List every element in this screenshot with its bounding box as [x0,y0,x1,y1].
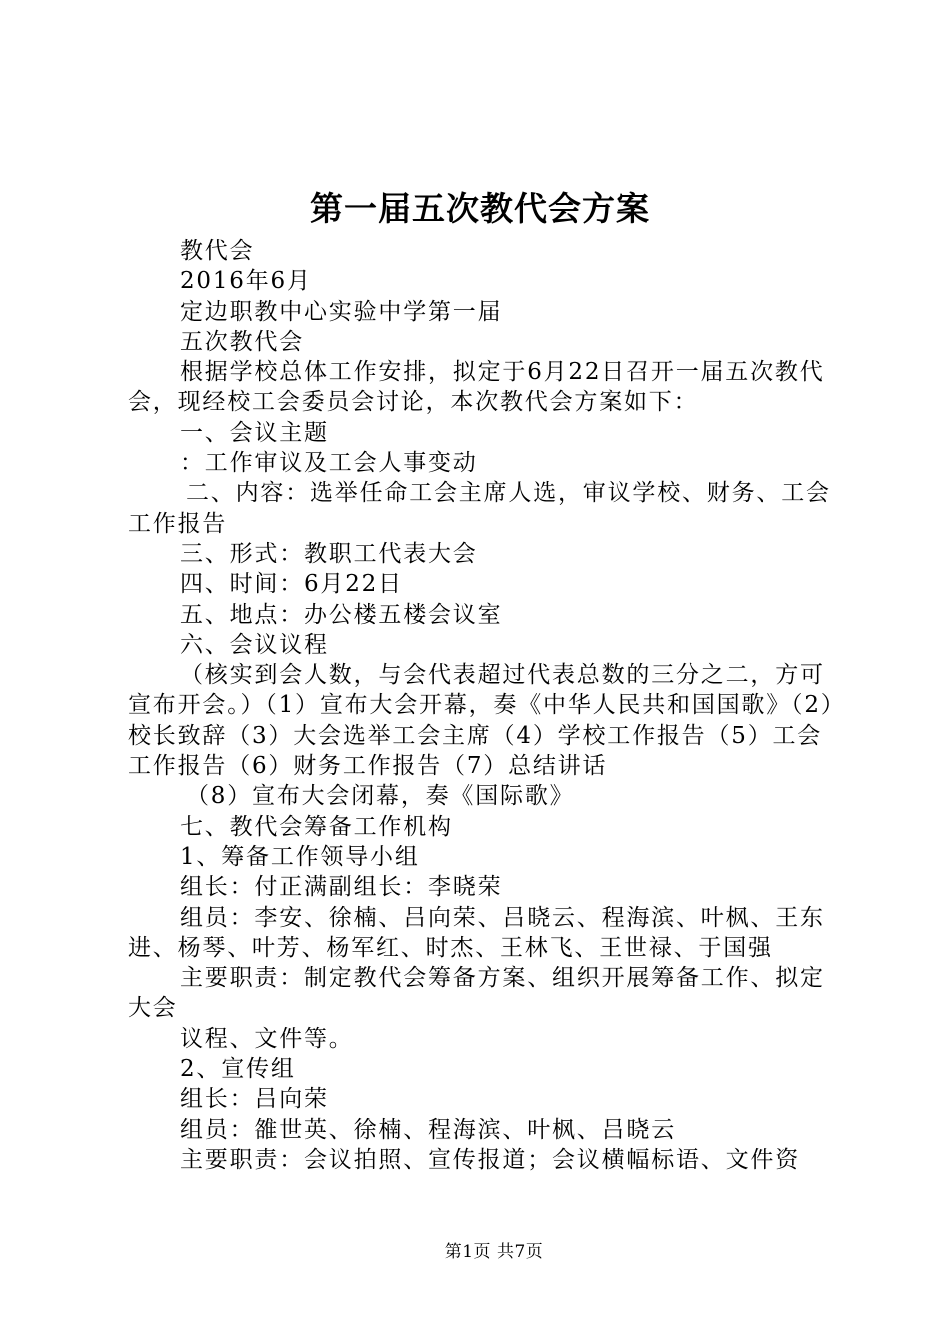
paragraph: 五、地点：办公楼五楼会议室 [180,601,503,628]
paragraph: 定边职教中心实验中学第一届 [180,298,503,325]
paragraph: 主要职责：会议拍照、宣传报道；会议横幅标语、文件资 [180,1146,800,1173]
paragraph: 议程、文件等。 [180,1025,354,1052]
paragraph: 组长：吕向荣 [180,1086,329,1113]
paragraph: 七、教代会筹备工作机构 [180,813,453,840]
paragraph: ：工作审议及工会人事变动 [180,450,478,477]
paragraph: 组员：雒世英、徐楠、程海滨、叶枫、吕晓云 [180,1116,676,1143]
paragraph: 四、时间：6月22日 [180,571,403,598]
paragraph: 主要职责：制定教代会筹备方案、组织开展筹备工作、拟定大会 [128,965,825,1022]
paragraph: 根据学校总体工作安排，拟定于6月22日召开一届五次教代会，现经校工会委员会讨论，本次教代会方案如下： [128,359,825,416]
paragraph: 组长：付正满副组长：李晓荣 [180,874,503,901]
paragraph: 教代会 [180,238,255,264]
paragraph: 2、宣传组 [180,1056,296,1083]
paragraph: 一、会议主题 [180,419,329,446]
paragraph: 2016年6月 [180,268,312,295]
page-footer: 第1页 共7页 [444,1242,544,1262]
paragraph: 组员：李安、徐楠、吕向荣、吕晓云、程海滨、叶枫、王东进、杨琴、叶芳、杨军红、时杰、王林飞、王世禄、于国强 [128,904,825,961]
paragraph: 六、会议议程 [180,631,329,658]
paragraph: （8）宣布大会闭幕，奏《国际歌》 [186,783,575,810]
paragraph: 二、内容：选举任命工会主席人选，审议学校、财务、工会工作报告 [128,480,831,537]
document-title: 第一届五次教代会方案 [310,189,650,228]
paragraph: （核实到会人数，与会代表超过代表总数的三分之二，方可宣布开会。）（1）宣布大会开幕，奏《中华人民共和国国歌》（2）校长致辞（3）大会选举工会主席（4）学校工作报告（5）工会工作报告（6）财务工作报告（7）总结讲话 [128,662,835,780]
paragraph: 1、筹备工作领导小组 [180,843,420,870]
paragraph: 三、形式：教职工代表大会 [180,540,478,567]
document-body [128,236,836,1175]
paragraph: 五次教代会 [180,328,304,355]
